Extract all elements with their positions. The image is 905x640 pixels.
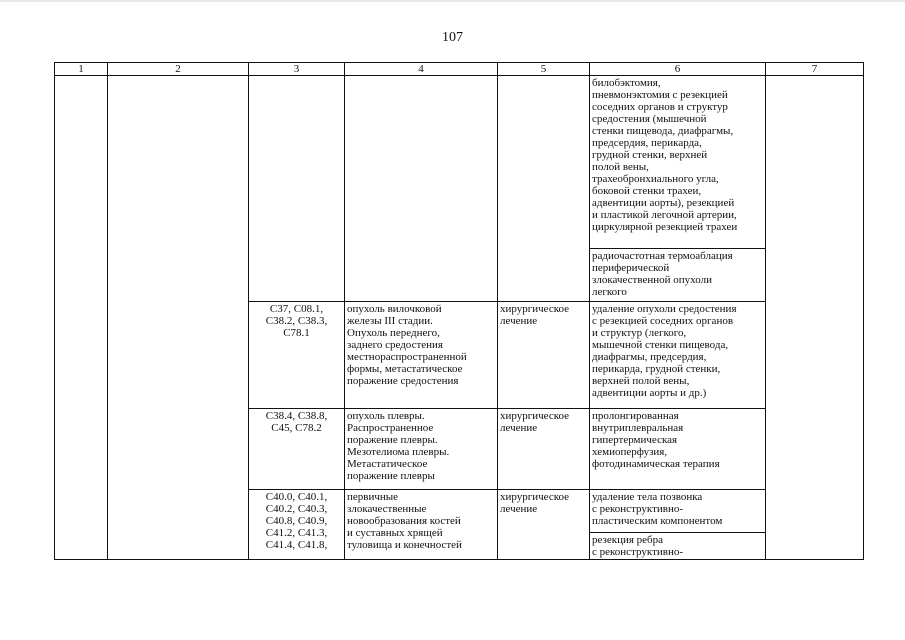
treatment-type-cell: хирургическое лечение <box>498 302 590 409</box>
method-cell: удаление опухоли средостения с резекцией соседних органов и структур (легкого, мышечной стенки пищевода, диафрагмы, предсердия, перикарда, грудной стенки, верхней полой вены, адвентиции аорты и др.) <box>590 302 766 409</box>
method-cell: резекция ребра с реконструктивно- <box>590 533 766 560</box>
diagnosis-cell: первичные злокачественные новообразования костей и суставных хрящей туловища и конечностей <box>345 490 498 560</box>
col4-empty-cell <box>345 76 498 302</box>
column-number-5: 5 <box>498 63 590 76</box>
method-cell: удаление тела позвонка с реконструктивно- пластическим компонентом <box>590 490 766 533</box>
method-rfa-text: радиочастотная термоаблация периферической злокачественной опухоли легкого <box>590 249 766 302</box>
regulation-table <box>54 62 864 560</box>
page-number: 107 <box>442 30 463 45</box>
method-continuation-text: билобэктомия, пневмонэктомия с резекцией соседних органов и структур средостения (мышечной стенки пищевода, диафрагмы, предсердия, перикарда, грудной стенки, верхней полой вены, трахеобронхиального угла, боковой стенки трахеи, адвентиции аорты), резекцией и пластикой легочной артерии, циркулярной резекцией трахеи <box>590 76 766 249</box>
col7-cell <box>766 76 864 560</box>
column-number-2: 2 <box>108 63 249 76</box>
column-number-3: 3 <box>249 63 345 76</box>
method-cell: пролонгированная внутриплевральная гипертермическая хемиоперфузия, фотодинамическая терапия <box>590 409 766 490</box>
column-number-7: 7 <box>766 63 864 76</box>
column-number-row <box>55 63 864 76</box>
column-number-4: 4 <box>345 63 498 76</box>
col5-empty-cell <box>498 76 590 302</box>
diagnosis-cell: опухоль плевры. Распространенное поражение плевры. Мезотелиома плевры. Метастатическое поражение плевры <box>345 409 498 490</box>
treatment-type-cell: хирургическое лечение <box>498 490 590 560</box>
diagnosis-cell: опухоль вилочковой железы III стадии. Опухоль переднего, заднего средостения местнораспространенной формы, метастатическое поражение средостения <box>345 302 498 409</box>
col1-cell <box>55 76 108 560</box>
continuation-row-a <box>55 76 864 249</box>
col2-cell <box>108 76 249 560</box>
treatment-type-cell: хирургическое лечение <box>498 409 590 490</box>
scan-edge <box>0 0 905 2</box>
column-number-1: 1 <box>55 63 108 76</box>
column-number-6: 6 <box>590 63 766 76</box>
icd-codes-cell: С37, С08.1, С38.2, С38.3, С78.1 <box>249 302 345 409</box>
icd-codes-cell: С40.0, С40.1, С40.2, С40.3, С40.8, С40.9, С41.2, С41.3, С41.4, С41.8, <box>249 490 345 560</box>
col3-empty-cell <box>249 76 345 302</box>
icd-codes-cell: С38.4, С38.8, С45, С78.2 <box>249 409 345 490</box>
